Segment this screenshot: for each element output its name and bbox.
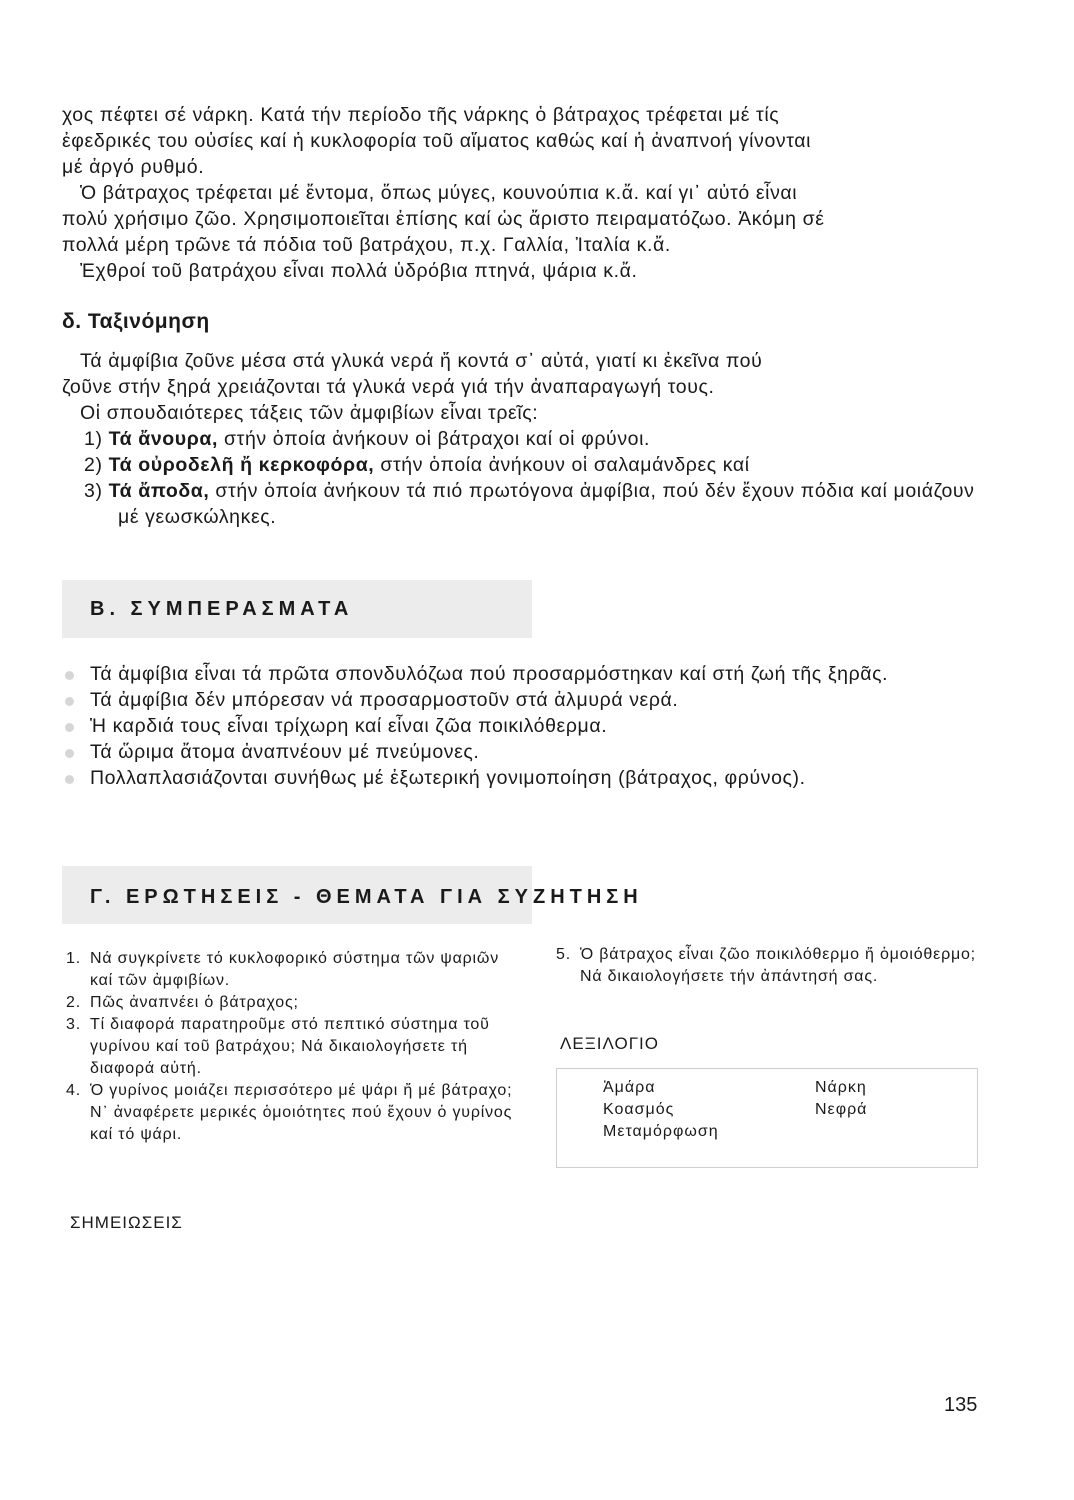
classification-line: Οἱ σπουδαιότερες τάξεις τῶν ἀμφιβίων εἶναι τρεῖς:: [80, 402, 539, 424]
page-number: 135: [944, 1394, 978, 1416]
question-item: 5. Ὁ βάτραχος εἶναι ζῶο ποικιλόθερμο ἤ ὁμοιόθερμο; Νά δικαιολογήσετε τήν ἀπάντησή σας.: [556, 946, 976, 985]
question-item: 4. Ὁ γυρίνος μοιάζει περισσότερο μέ ψάρι ἤ μέ βάτραχο; Ν᾽ ἀναφέρετε μερικές ὁμοιότητες πού ἔχουν ὁ γυρίνος καί τό ψάρι.: [66, 1082, 513, 1143]
glossary-term: Νάρκη: [815, 1079, 867, 1096]
classification-heading: δ. Ταξινόμηση: [62, 310, 210, 333]
glossary-col-1: [603, 1077, 719, 1143]
glossary-term: Ἀμάρα: [603, 1079, 656, 1096]
question-item: 2. Πῶς ἀναπνέει ὁ βάτραχος;: [66, 994, 299, 1011]
conclusion-item: Τά ἀμφίβια δέν μπόρεσαν νά προσαρμοστοῦν στά ἁλμυρά νερά.: [62, 687, 992, 713]
glossary-term: Νεφρά: [815, 1101, 868, 1118]
conclusion-item: Τά ἀμφίβια εἶναι τά πρῶτα σπονδυλόζωα πού προσαρμόστηκαν καί στή ζωή τῆς ξηρᾶς.: [62, 661, 992, 687]
conclusion-item: Τά ὥριμα ἄτομα ἀναπνέουν μέ πνεύμονες.: [62, 739, 992, 765]
glossary-term: Κοασμός: [603, 1101, 675, 1118]
intro-line: πολλά μέρη τρῶνε τά πόδια τοῦ βατράχου, π.χ. Γαλλία, Ἰταλία κ.ἄ.: [62, 234, 671, 256]
bullet-icon: [65, 671, 74, 680]
conclusion-item: Ἡ καρδιά τους εἶναι τρίχωρη καί εἶναι ζῶα ποικιλόθερμα.: [62, 713, 992, 739]
intro-line: Ἐχθροί τοῦ βατράχου εἶναι πολλά ὑδρόβια πτηνά, ψάρια κ.ἄ.: [80, 260, 638, 282]
orders-list: [62, 426, 992, 530]
bullet-icon: [65, 749, 74, 758]
intro-line: μέ ἀργό ρυθμό.: [62, 156, 205, 178]
conclusion-item: Πολλαπλασιάζονται συνήθως μέ ἐξωτερική γονιμοποίηση (βάτραχος, φρύνος).: [62, 765, 992, 791]
bullet-icon: [65, 697, 74, 706]
intro-line: πολύ χρήσιμο ζῶο. Χρησιμοποιεῖται ἐπίσης καί ὡς ἄριστο πειραματόζωο. Ἀκόμη σέ: [62, 208, 825, 230]
order-item: 2) Τά οὐροδελῆ ἤ κερκοφόρα, στήν ὁποία ἀνήκουν οἱ σαλαμάνδρες καί: [84, 454, 750, 476]
glossary-title: ΛΕΞΙΛΟΓΙΟ: [560, 1034, 659, 1053]
order-name: Τά ἄνουρα,: [108, 428, 219, 450]
conclusions-title: Β. ΣΥΜΠΕΡΑΣΜΑΤΑ: [90, 598, 354, 620]
questions-left: [66, 948, 526, 1146]
glossary-term: Μεταμόρφωση: [603, 1123, 719, 1140]
classification-line: Τά ἀμφίβια ζοῦνε μέσα στά γλυκά νερά ἤ κοντά σ᾽ αὐτά, γιατί κι ἐκεῖνα πού: [80, 350, 763, 372]
notes-label: ΣΗΜΕΙΩΣΕΙΣ: [70, 1213, 183, 1232]
intro-line: ἐφεδρικές του οὐσίες καί ἡ κυκλοφορία τοῦ αἵματος καθώς καί ἡ ἀναπνοή γίνονται: [62, 130, 812, 152]
order-name: Τά οὐροδελῆ ἤ κερκοφόρα,: [108, 454, 375, 476]
glossary-box: [556, 1068, 978, 1168]
order-item: 1) Τά ἄνουρα, στήν ὁποία ἀνήκουν οἱ βάτραχοι καί οἱ φρύνοι.: [84, 428, 651, 450]
glossary-col-2: [815, 1077, 867, 1121]
bullet-icon: [65, 723, 74, 732]
questions-title: Γ. ΕΡΩΤΗΣΕΙΣ - ΘΕΜΑΤΑ ΓΙΑ ΣΥΖΗΤΗΣΗ: [90, 886, 643, 908]
bullet-icon: [65, 775, 74, 784]
question-item: 3. Τί διαφορά παρατηροῦμε στό πεπτικό σύστημα τοῦ γυρίνου καί τοῦ βατράχου; Νά δικαιολογήσετε τή διαφορά αὐτή.: [66, 1016, 490, 1077]
classification-text: [62, 348, 992, 530]
intro-line: χος πέφτει σέ νάρκη. Κατά τήν περίοδο τῆς νάρκης ὁ βάτραχος τρέφεται μέ τίς: [62, 104, 780, 126]
intro-line: Ὁ βάτραχος τρέφεται μέ ἔντομα, ὅπως μύγες, κουνούπια κ.ἄ. καί γι᾽ αὐτό εἶναι: [80, 182, 798, 204]
conclusions-list: [62, 661, 992, 791]
classification-line: ζοῦνε στήν ξηρά χρειάζονται τά γλυκά νερά γιά τήν ἀναπαραγωγή τους.: [62, 376, 715, 398]
order-name: Τά ἄποδα,: [108, 480, 210, 502]
question-item: 1. Νά συγκρίνετε τό κυκλοφορικό σύστημα τῶν ψαριῶν καί τῶν ἀμφιβίων.: [66, 950, 500, 989]
order-item: 3) Τά ἄποδα, στήν ὁποία ἀνήκουν τά πιό πρωτόγονα ἀμφίβια, πού δέν ἔχουν πόδια καί μοιάζουν μέ γεωσκώληκες.: [84, 480, 975, 528]
questions-right: [556, 944, 976, 988]
intro-text: [62, 102, 992, 284]
